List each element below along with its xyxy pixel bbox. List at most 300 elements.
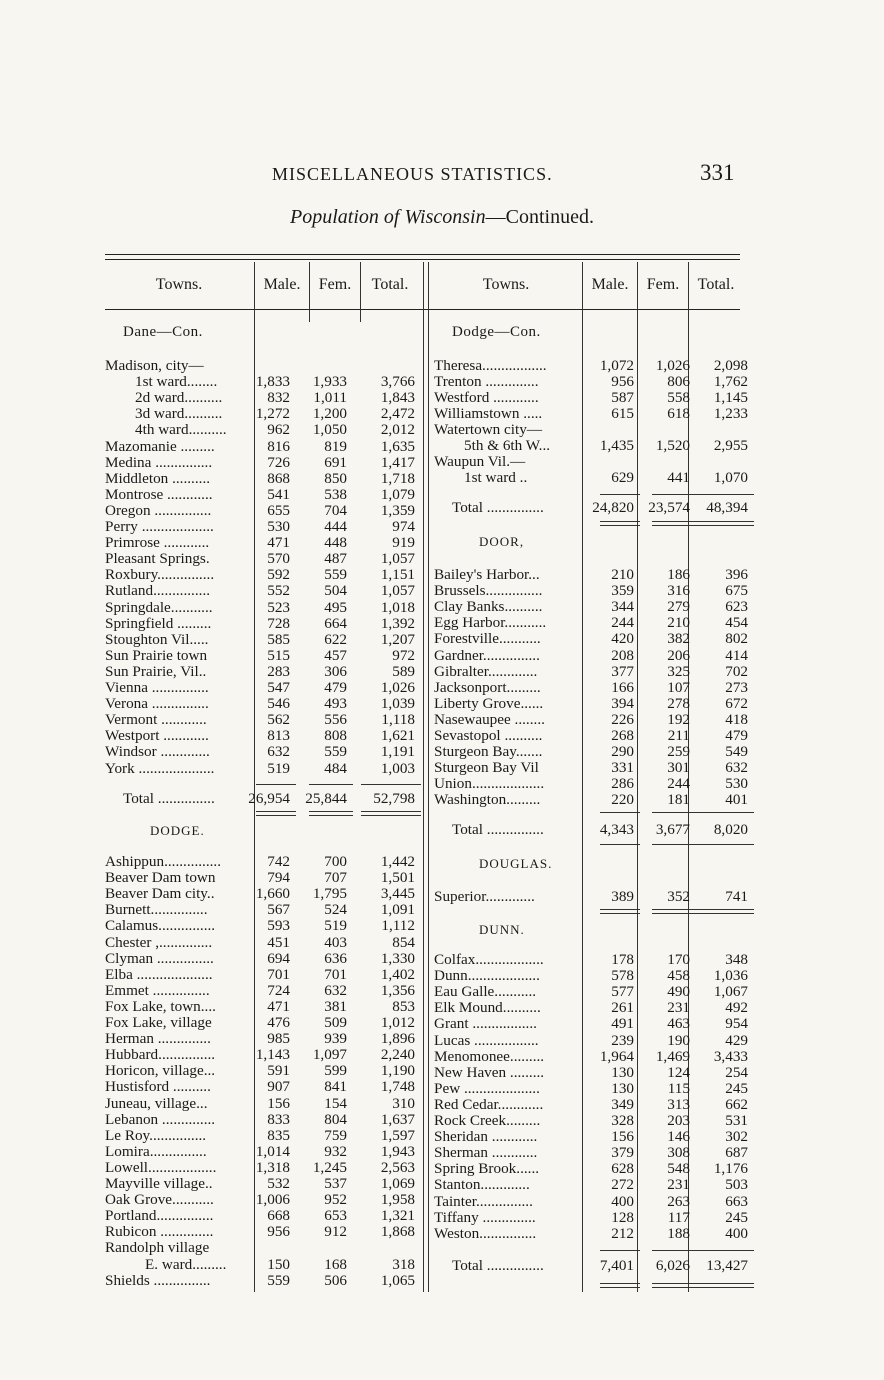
female-value: 704 xyxy=(324,501,347,519)
female-value: 618 xyxy=(667,405,690,422)
male-value: 832 xyxy=(267,389,290,407)
male-value: 156 xyxy=(611,1128,634,1146)
town-name: Lowell.................. xyxy=(105,1159,217,1176)
male-value: 212 xyxy=(611,1224,634,1242)
female-value: 519 xyxy=(324,917,347,935)
total-value: 396 xyxy=(725,566,748,583)
sum-rule xyxy=(361,811,421,812)
male-value xyxy=(574,454,634,470)
town-name: Hubbard............... xyxy=(105,1047,216,1064)
male-value: 742 xyxy=(267,853,290,870)
male-value: 261 xyxy=(611,999,634,1017)
female-value: 313 xyxy=(667,1095,690,1113)
female-value: 25,844 xyxy=(305,790,347,807)
female-value: 707 xyxy=(324,869,347,887)
section-heading-door: DOOR, xyxy=(479,534,525,549)
total-value: 662 xyxy=(725,1095,748,1113)
total-value: 52,798 xyxy=(373,790,415,807)
male-value: 239 xyxy=(611,1031,634,1049)
male-value: 615 xyxy=(611,405,634,422)
total-value: 1,057 xyxy=(380,550,415,568)
male-value: 813 xyxy=(267,727,290,745)
male-value: 1,435 xyxy=(599,437,634,454)
total-value: 1,069 xyxy=(380,1175,415,1192)
male-value: 178 xyxy=(611,951,634,968)
male-value: 156 xyxy=(267,1094,290,1112)
male-value: 629 xyxy=(611,469,634,486)
sum-rule xyxy=(652,812,696,813)
sum-rule xyxy=(694,812,754,813)
female-value: 556 xyxy=(324,711,347,729)
sum-rule xyxy=(652,844,696,845)
male-value: 4,343 xyxy=(599,821,634,838)
total-value: 1,442 xyxy=(380,853,415,870)
total-value: 1,637 xyxy=(380,1110,415,1128)
town-name: Burnett............... xyxy=(105,902,208,919)
female-value: 808 xyxy=(324,727,347,745)
sum-rule xyxy=(694,1287,754,1288)
town-name: Eau Galle........... xyxy=(434,984,537,1001)
male-value: 962 xyxy=(267,421,290,439)
total-value: 1,176 xyxy=(713,1160,748,1178)
town-name: Sherman ............ xyxy=(434,1145,538,1162)
male-value: 226 xyxy=(611,710,634,728)
female-value: 316 xyxy=(667,582,690,600)
town-name: Springfield ......... xyxy=(105,615,212,632)
female-value: 524 xyxy=(324,901,347,919)
total-value xyxy=(688,454,748,470)
town-name: Randolph village xyxy=(105,1240,210,1257)
col-header-towns-left: Towns. xyxy=(155,276,203,293)
total-value: 632 xyxy=(725,759,748,777)
male-value: 166 xyxy=(611,678,634,696)
female-value: 664 xyxy=(324,614,347,632)
total-value: 1,067 xyxy=(713,983,748,1001)
female-value: 493 xyxy=(324,695,347,713)
town-name: Clyman ............... xyxy=(105,950,214,967)
total-value: 454 xyxy=(725,614,748,632)
town-name: 4th ward.......... xyxy=(135,422,227,439)
section-heading-dodge-con: Dodge—Con. xyxy=(452,324,541,340)
sum-rule xyxy=(652,1283,696,1284)
sum-rule xyxy=(256,811,296,812)
total-value: 414 xyxy=(725,646,748,664)
town-name: Oregon ............... xyxy=(105,502,212,519)
town-name: 2d ward.......... xyxy=(135,390,223,407)
male-value: 244 xyxy=(611,614,634,632)
female-value: 537 xyxy=(324,1175,347,1192)
female-value: 548 xyxy=(667,1160,690,1178)
male-value: 816 xyxy=(267,437,290,455)
female-value: 181 xyxy=(667,791,690,809)
sum-rule xyxy=(694,1250,754,1251)
town-name: Le Roy............... xyxy=(105,1127,207,1144)
sum-rule xyxy=(361,815,421,816)
male-value: 726 xyxy=(267,453,290,471)
town-name: Sheridan ............ xyxy=(434,1129,538,1146)
total-value: 418 xyxy=(725,710,748,728)
sum-rule xyxy=(361,784,421,785)
sum-rule xyxy=(309,784,353,785)
col-divider xyxy=(309,262,310,322)
female-value: 559 xyxy=(324,743,347,761)
total-value: 802 xyxy=(725,630,748,648)
town-name: Primrose ............ xyxy=(105,535,210,552)
female-value: 6,026 xyxy=(655,1257,690,1274)
total-value: 1,003 xyxy=(380,759,415,777)
town-name: Shields ............... xyxy=(105,1272,211,1289)
total-value: 672 xyxy=(725,694,748,712)
total-value: 1,958 xyxy=(380,1191,415,1209)
sum-rule xyxy=(652,909,696,910)
male-value: 628 xyxy=(611,1160,634,1178)
town-name: 1st ward........ xyxy=(135,374,218,391)
male-value: 515 xyxy=(267,646,290,664)
town-name: Elk Mound.......... xyxy=(434,1000,541,1017)
male-value: 591 xyxy=(267,1062,290,1080)
sum-rule xyxy=(694,521,754,522)
total-value: 1,070 xyxy=(713,469,748,486)
sum-rule xyxy=(694,844,754,845)
female-value: 1,795 xyxy=(312,885,347,903)
female-value: 325 xyxy=(667,662,690,680)
female-value: 850 xyxy=(324,469,347,487)
total-value: 245 xyxy=(725,1079,748,1097)
male-value: 868 xyxy=(267,469,290,487)
total-value: 1,762 xyxy=(713,373,748,390)
male-value: 451 xyxy=(267,933,290,951)
town-name: Stanton............. xyxy=(434,1177,530,1194)
table-title-italic-1: Population of xyxy=(290,206,400,228)
sum-rule xyxy=(652,1287,696,1288)
male-value: 379 xyxy=(611,1144,634,1162)
total-value: 954 xyxy=(725,1015,748,1033)
female-value: 352 xyxy=(667,888,690,905)
total-value: 429 xyxy=(725,1031,748,1049)
sum-rule xyxy=(694,913,754,914)
total-value: 1,359 xyxy=(380,501,415,519)
town-name: Grant ................. xyxy=(434,1016,537,1033)
female-value xyxy=(630,454,690,470)
town-name: Springdale........... xyxy=(105,599,213,616)
sum-rule xyxy=(600,1287,640,1288)
town-name: Red Cedar............ xyxy=(434,1096,544,1113)
town-name: Superior............. xyxy=(434,889,535,905)
female-value: 124 xyxy=(667,1063,690,1081)
total-value: 1,597 xyxy=(380,1126,415,1144)
female-value: 448 xyxy=(324,534,347,552)
town-name: Clay Banks.......... xyxy=(434,599,543,616)
total-value: 1,896 xyxy=(380,1030,415,1048)
section-heading-dane: Dane—Con. xyxy=(123,324,203,340)
total-value: 1,392 xyxy=(380,614,415,632)
town-name: Forestville........... xyxy=(434,631,541,648)
total-value: 492 xyxy=(725,999,748,1017)
total-value: 1,718 xyxy=(380,469,415,487)
female-value: 1,469 xyxy=(655,1047,690,1065)
female-value: 3,677 xyxy=(655,821,690,838)
female-value: 186 xyxy=(667,566,690,583)
male-value: 476 xyxy=(267,1014,290,1031)
female-value: 653 xyxy=(324,1207,347,1225)
male-value: 272 xyxy=(611,1176,634,1194)
sum-rule xyxy=(694,525,754,526)
town-name: Roxbury............... xyxy=(105,567,215,584)
total-value: 589 xyxy=(392,662,415,680)
male-value: 532 xyxy=(267,1175,290,1192)
sum-rule xyxy=(600,1283,640,1284)
female-value: 382 xyxy=(667,630,690,648)
male-value: 150 xyxy=(267,1255,290,1273)
total-value: 1,036 xyxy=(713,967,748,985)
female-value: 504 xyxy=(324,582,347,600)
male-value: 833 xyxy=(267,1110,290,1128)
male-value: 26,954 xyxy=(248,790,290,807)
total-value: 254 xyxy=(725,1063,748,1081)
male-value: 585 xyxy=(267,630,290,648)
top-rule xyxy=(105,254,740,255)
male-value: 632 xyxy=(267,743,290,761)
total-value: 2,955 xyxy=(713,437,748,454)
male-value: 349 xyxy=(611,1095,634,1113)
female-value: 146 xyxy=(667,1128,690,1146)
section-heading-douglas: DOUGLAS. xyxy=(479,856,553,871)
male-value: 592 xyxy=(267,566,290,584)
male-value: 567 xyxy=(267,901,290,919)
sum-rule xyxy=(600,909,640,910)
total-value: 318 xyxy=(392,1255,415,1273)
total-value: 1,843 xyxy=(380,389,415,407)
total-value: 245 xyxy=(725,1208,748,1226)
town-name: Verona ............... xyxy=(105,696,209,713)
sum-rule xyxy=(652,521,696,522)
female-value: 509 xyxy=(324,1014,347,1031)
total-value: 1,191 xyxy=(380,743,415,761)
total-value: 2,563 xyxy=(380,1158,415,1176)
sum-rule xyxy=(694,909,754,910)
male-value: 587 xyxy=(611,389,634,406)
town-name: Sturgeon Bay Vil xyxy=(434,760,539,777)
total-value: 1,943 xyxy=(380,1142,415,1160)
female-value: 192 xyxy=(667,710,690,728)
male-value: 562 xyxy=(267,711,290,729)
town-name: Watertown city— xyxy=(434,422,543,438)
sum-rule xyxy=(256,784,296,785)
town-name: Tainter............... xyxy=(434,1193,533,1210)
male-value: 1,143 xyxy=(255,1046,290,1064)
female-value: 279 xyxy=(667,598,690,616)
total-value: 1,018 xyxy=(380,598,415,616)
total-value: 273 xyxy=(725,678,748,696)
male-value: 491 xyxy=(611,1015,634,1033)
town-name: Pleasant Springs. xyxy=(105,551,210,568)
table-title-italic-2: Wisconsin xyxy=(404,206,486,228)
total-value: 1,079 xyxy=(380,485,415,503)
male-value: 577 xyxy=(611,983,634,1001)
total-value xyxy=(688,422,748,438)
total-value: 1,635 xyxy=(380,437,415,455)
male-value: 471 xyxy=(267,534,290,552)
town-name: Egg Harbor........... xyxy=(434,615,547,632)
town-name: Vermont ............ xyxy=(105,712,207,729)
town-name: Trenton .............. xyxy=(434,374,539,390)
female-value: 912 xyxy=(324,1223,347,1241)
town-name: Madison, city— xyxy=(105,358,204,374)
female-value: 484 xyxy=(324,759,347,777)
male-value: 701 xyxy=(267,965,290,983)
male-value: 283 xyxy=(267,662,290,680)
total-value: 687 xyxy=(725,1144,748,1162)
male-value: 471 xyxy=(267,997,290,1015)
town-name: Sturgeon Bay....... xyxy=(434,744,543,761)
male-value: 655 xyxy=(267,501,290,519)
top-rule-2 xyxy=(105,259,740,260)
town-name: Horicon, village... xyxy=(105,1063,216,1080)
town-name: Sun Prairie town xyxy=(105,647,208,664)
male-value: 1,660 xyxy=(255,885,290,903)
page-number: 331 xyxy=(700,160,735,185)
town-name: Tiffany .............. xyxy=(434,1209,536,1226)
town-name: Union................... xyxy=(434,776,545,793)
male-value: 547 xyxy=(267,679,290,696)
total-value: 919 xyxy=(392,534,415,552)
total-value: 1,190 xyxy=(380,1062,415,1080)
male-value: 1,272 xyxy=(255,405,290,423)
female-value: 952 xyxy=(324,1191,347,1209)
male-value: 331 xyxy=(611,759,634,777)
town-name: Jacksonport......... xyxy=(434,679,541,696)
col-header-fem-right: Fem. xyxy=(646,276,680,293)
male-value: 523 xyxy=(267,598,290,616)
male-value: 694 xyxy=(267,949,290,967)
town-name: Theresa................. xyxy=(434,358,547,374)
sum-rule xyxy=(256,815,296,816)
total-value: 2,012 xyxy=(380,421,415,439)
sum-rule xyxy=(309,811,353,812)
male-value: 208 xyxy=(611,646,634,664)
male-value: 541 xyxy=(267,485,290,503)
town-name: Rock Creek......... xyxy=(434,1113,541,1129)
female-value: 691 xyxy=(324,453,347,471)
sum-rule xyxy=(694,1283,754,1284)
female-value: 700 xyxy=(324,853,347,870)
section-heading-dodge: DODGE. xyxy=(150,823,205,838)
total-value: 13,427 xyxy=(706,1257,748,1274)
town-name: Fox Lake, village xyxy=(105,1015,212,1031)
total-value: 1,417 xyxy=(380,453,415,471)
town-name: 3d ward.......... xyxy=(135,406,223,423)
town-name: Rutland............... xyxy=(105,583,211,600)
female-value: 154 xyxy=(324,1094,347,1112)
female-value: 495 xyxy=(324,598,347,616)
sum-rule xyxy=(694,494,754,495)
total-value: 1,057 xyxy=(380,582,415,600)
male-value: 1,833 xyxy=(255,373,290,391)
town-name: Hustisford .......... xyxy=(105,1079,211,1096)
town-name: 1st ward .. xyxy=(464,470,528,486)
male-value: 835 xyxy=(267,1126,290,1144)
female-value: 932 xyxy=(324,1142,347,1160)
total-value: 1,065 xyxy=(380,1271,415,1289)
town-name: Dunn................... xyxy=(434,968,540,985)
sum-rule xyxy=(652,494,696,495)
female-value: 636 xyxy=(324,949,347,967)
female-value: 806 xyxy=(667,373,690,390)
town-name: Washington......... xyxy=(434,792,541,809)
female-value: 259 xyxy=(667,743,690,761)
male-value: 1,072 xyxy=(599,357,634,374)
female-value: 190 xyxy=(667,1031,690,1049)
female-value: 1,011 xyxy=(313,389,347,407)
female-value: 1,933 xyxy=(312,373,347,391)
sum-rule xyxy=(600,1250,640,1251)
female-value: 479 xyxy=(324,679,347,696)
total-row-label: Total ............... xyxy=(123,791,215,807)
total-value: 310 xyxy=(392,1094,415,1112)
male-value: 956 xyxy=(611,373,634,390)
town-name: Lucas ................. xyxy=(434,1032,539,1049)
sum-rule xyxy=(652,1250,696,1251)
male-value: 1,318 xyxy=(255,1158,290,1176)
sum-rule xyxy=(600,494,640,495)
male-value: 344 xyxy=(611,598,634,616)
total-value: 549 xyxy=(725,743,748,761)
male-value: 794 xyxy=(267,869,290,887)
town-name: Stoughton Vil..... xyxy=(105,631,209,648)
female-value: 210 xyxy=(667,614,690,632)
section-heading-dunn: DUNN. xyxy=(479,922,525,937)
total-row-label: Total ............... xyxy=(452,822,544,838)
male-value: 552 xyxy=(267,582,290,600)
female-value: 559 xyxy=(324,566,347,584)
total-value: 1,026 xyxy=(380,679,415,696)
table-title xyxy=(0,206,884,229)
table-title-rest: —Continued. xyxy=(485,206,594,228)
town-name: Emmet ............... xyxy=(105,982,210,999)
town-name: Colfax.................. xyxy=(434,952,544,968)
town-name: Montrose ............ xyxy=(105,486,213,503)
female-value: 231 xyxy=(667,1176,690,1194)
sum-rule xyxy=(600,521,640,522)
town-name: Mayville village.. xyxy=(105,1176,213,1192)
town-name: Chester ,.............. xyxy=(105,934,213,951)
male-value: 130 xyxy=(611,1079,634,1097)
total-value: 1,039 xyxy=(380,695,415,713)
female-value: 170 xyxy=(667,951,690,968)
male-value xyxy=(230,358,290,374)
col-header-male-right: Male. xyxy=(591,276,629,293)
female-value: 203 xyxy=(667,1112,690,1129)
total-value: 3,433 xyxy=(713,1047,748,1065)
female-value: 231 xyxy=(667,999,690,1017)
town-name: Medina ............... xyxy=(105,454,213,471)
town-name: Middleton .......... xyxy=(105,470,211,487)
total-value: 1,118 xyxy=(381,711,415,729)
female-value: 1,097 xyxy=(312,1046,347,1064)
town-name: Sun Prairie, Vil.. xyxy=(105,663,207,680)
female-value: 115 xyxy=(667,1079,690,1097)
male-value: 24,820 xyxy=(592,499,634,516)
female-value: 1,026 xyxy=(655,357,690,374)
town-name: Beaver Dam town xyxy=(105,870,216,887)
male-value: 724 xyxy=(267,981,290,999)
male-value: 1,006 xyxy=(255,1191,290,1209)
male-value: 210 xyxy=(611,566,634,583)
col-divider xyxy=(360,262,361,322)
town-name: Ashippun............... xyxy=(105,854,222,870)
col-divider xyxy=(423,262,424,1292)
male-value: 546 xyxy=(267,695,290,713)
